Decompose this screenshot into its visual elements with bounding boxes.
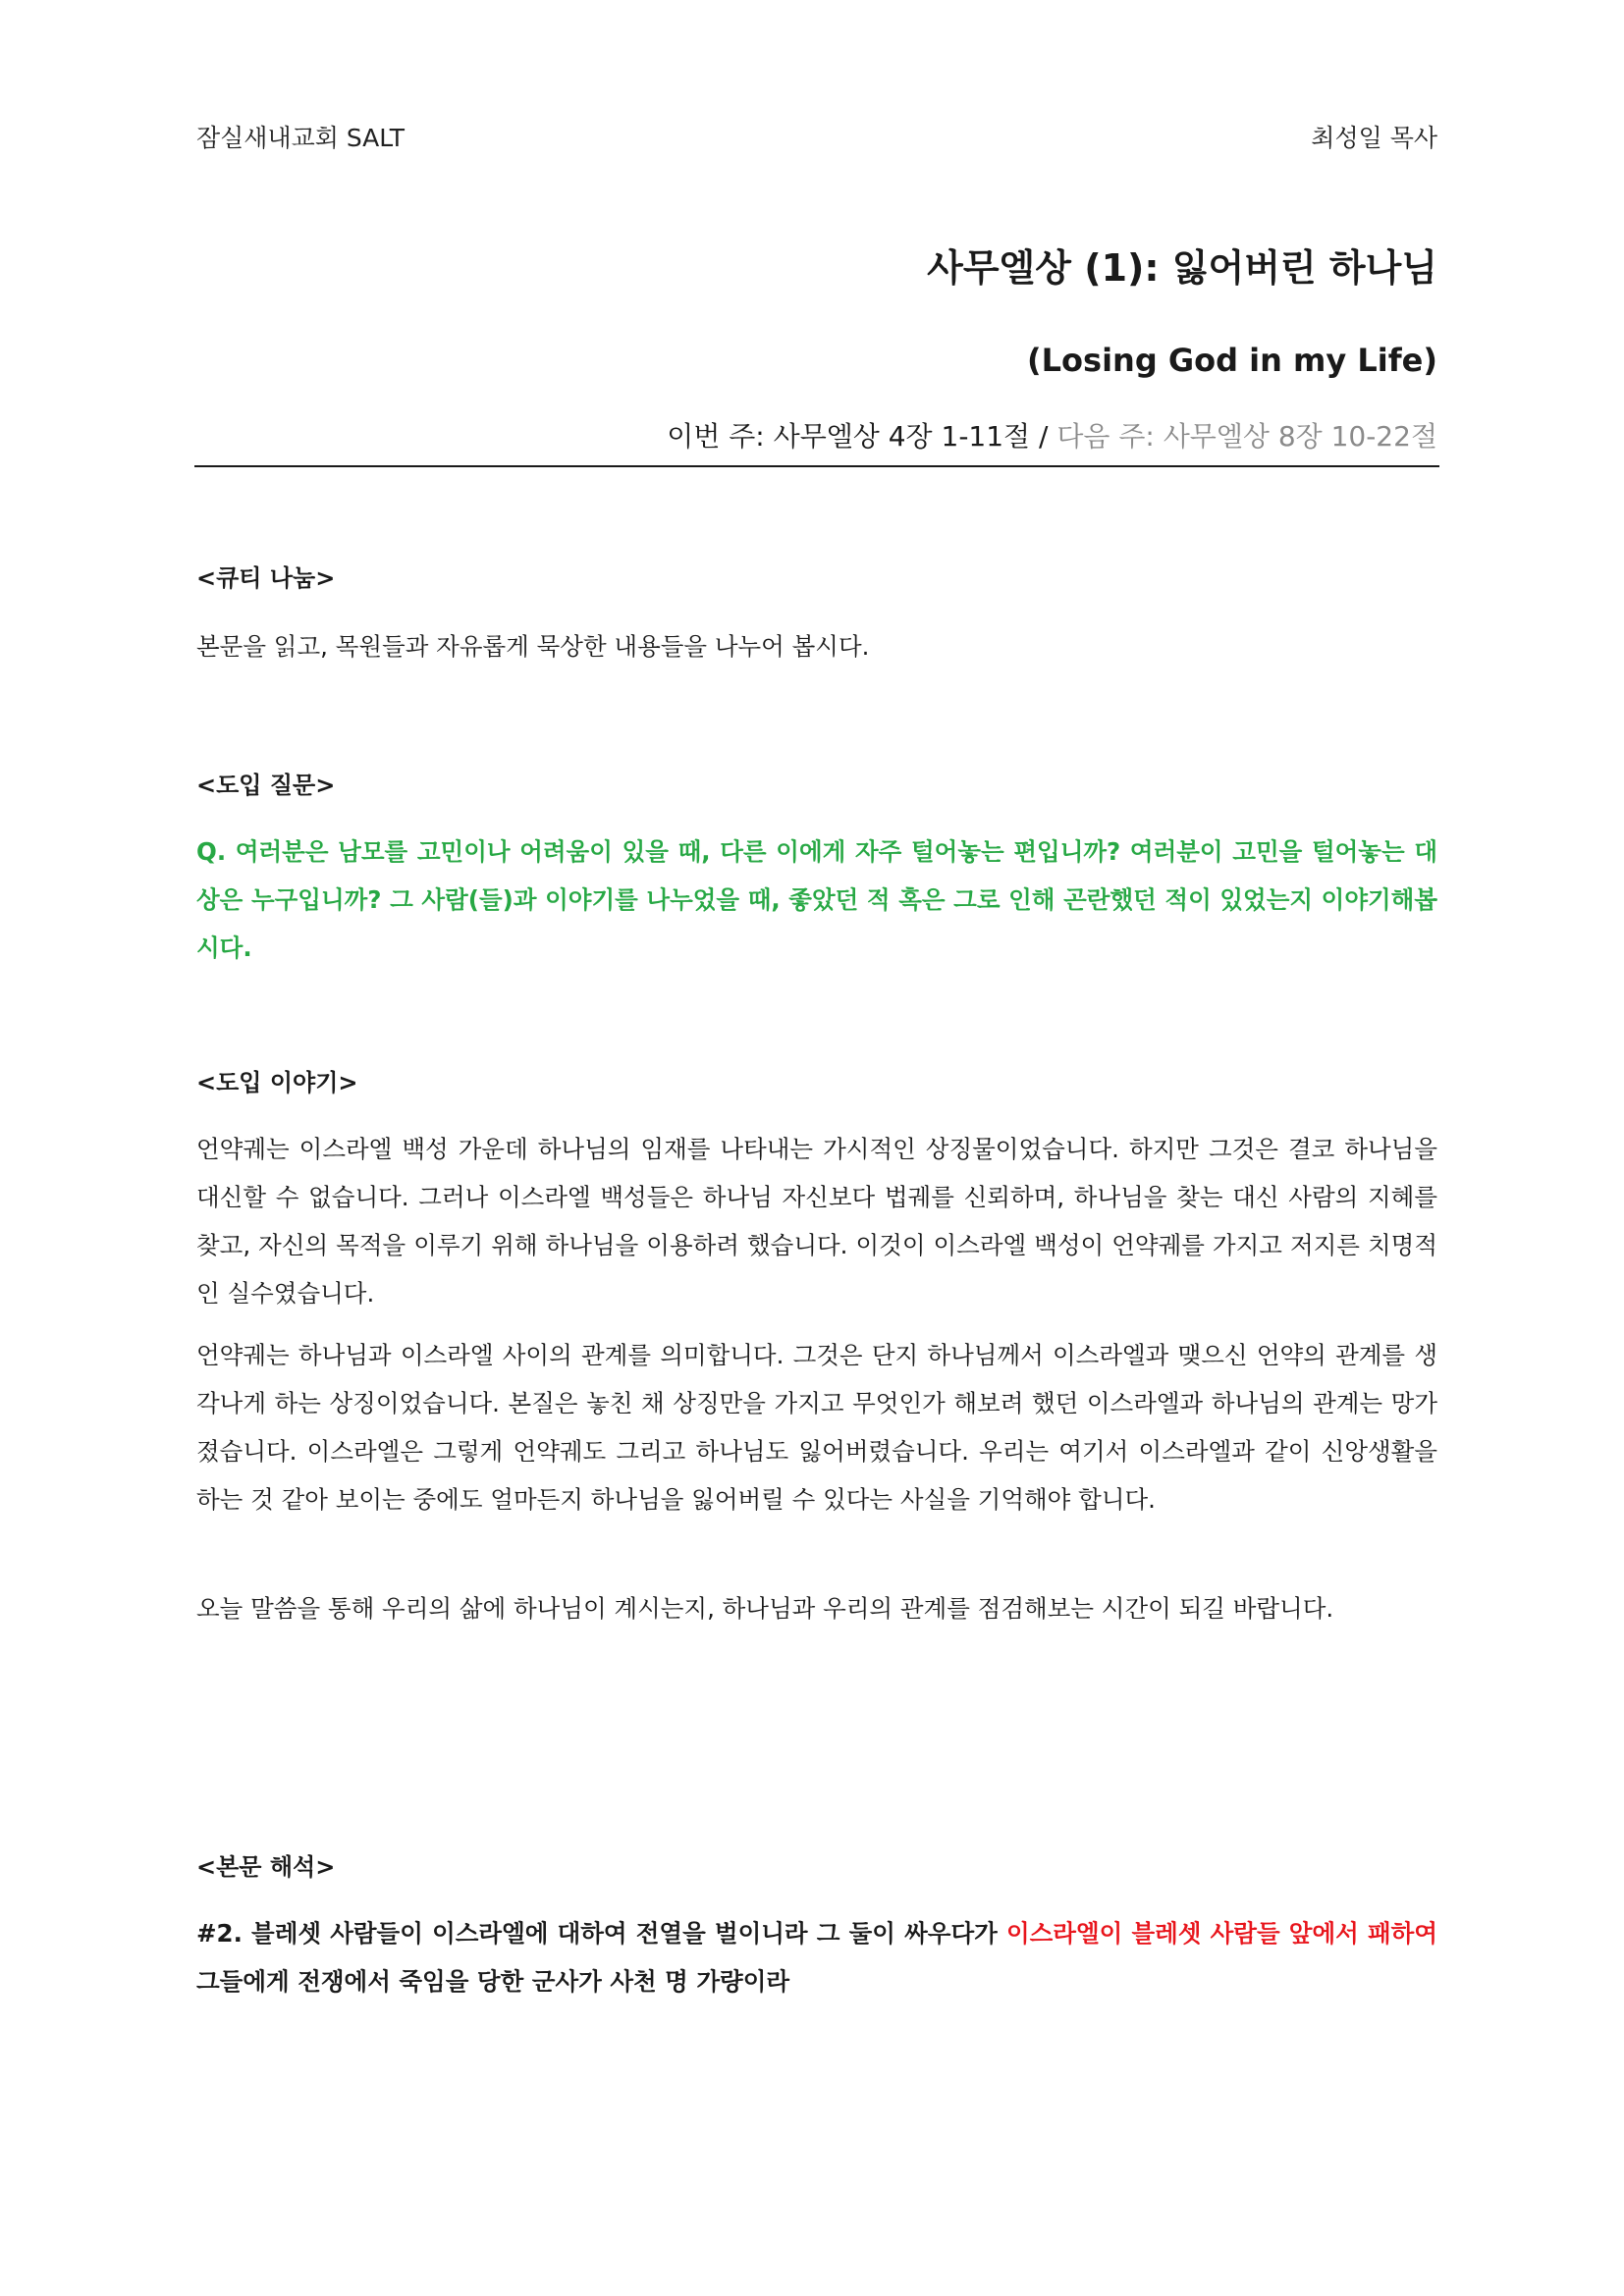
intro-question-heading: <도입 질문>: [196, 772, 336, 799]
pastor-name: 최성일 목사: [1311, 124, 1437, 152]
intro-story-paragraph-3: 오늘 말씀을 통해 우리의 삶에 하나님이 계시는지, 하나님과 우리의 관계를 점검해보는 시간이 되길 바랍니다.: [196, 1594, 1334, 1623]
passage-line: [667, 417, 1437, 456]
intro-story-heading: <도입 이야기>: [196, 1069, 358, 1096]
this-week-passage: 이번 주: 사무엘상 4장 1-11절: [667, 420, 1031, 453]
verse-text-end: 그들에게 전쟁에서 죽임을 당한 군사가 사천 명 가량이라: [196, 1967, 790, 1996]
exposition-verse: [196, 1909, 1437, 2005]
intro-question-text: Q. 여러분은 남모를 고민이나 어려움이 있을 때, 다른 이에게 자주 털어놓는 편입니까? 여러분이 고민을 털어놓는 대상은 누구입니까? 그 사람(들)과 이야기를 나누었을 때, 좋았던 적 혹은 그로 인해 곤란했던 적이 있었는지 이야기해봅시다.: [196, 837, 1437, 962]
title-divider: [194, 465, 1439, 467]
verse-text-start: #2. 블레셋 사람들이 이스라엘에 대하여 전열을 벌이니라 그 둘이 싸우다가: [196, 1919, 1006, 1948]
church-name: 잠실새내교회 SALT: [196, 124, 406, 152]
exposition-heading: <본문 해석>: [196, 1853, 336, 1881]
page-title: 사무엘상 (1): 잃어버린 하나님: [927, 246, 1437, 290]
verse-highlight: 이스라엘이 블레셋 사람들 앞에서 패하여: [1005, 1919, 1437, 1948]
page-subtitle: (Losing God in my Life): [1027, 342, 1437, 379]
qt-heading: <큐티 나눔>: [196, 564, 336, 592]
passage-separator: /: [1030, 420, 1057, 453]
qt-text: 본문을 읽고, 목원들과 자유롭게 묵상한 내용들을 나누어 봅시다.: [196, 632, 870, 661]
next-week-passage: 다음 주: 사무엘상 8장 10-22절: [1056, 420, 1437, 453]
intro-story-paragraph-2: 언약궤는 하나님과 이스라엘 사이의 관계를 의미합니다. 그것은 단지 하나님께서 이스라엘과 맺으신 언약의 관계를 생각나게 하는 상징이었습니다. 본질은 놓친 채 상징만을 가지고 무엇인가 해보려 했던 이스라엘과 하나님의 관계는 망가졌습니다. 이스라엘은 그렇게 언약궤도 그리고 하나님도 잃어버렸습니다. 우리는 여기서 이스라엘과 같이 신앙생활을 하는 것 같아 보이는 중에도 얼마든지 하나님을 잃어버릴 수 있다는 사실을 기억해야 합니다.: [196, 1341, 1437, 1514]
intro-story-paragraph-1: 언약궤는 이스라엘 백성 가운데 하나님의 임재를 나타내는 가시적인 상징물이었습니다. 하지만 그것은 결코 하나님을 대신할 수 없습니다. 그러나 이스라엘 백성들은 하나님 자신보다 법궤를 신뢰하며, 하나님을 찾는 대신 사람의 지혜를 찾고, 자신의 목적을 이루기 위해 하나님을 이용하려 했습니다. 이것이 이스라엘 백성이 언약궤를 가지고 저지른 치명적인 실수였습니다.: [196, 1135, 1437, 1308]
